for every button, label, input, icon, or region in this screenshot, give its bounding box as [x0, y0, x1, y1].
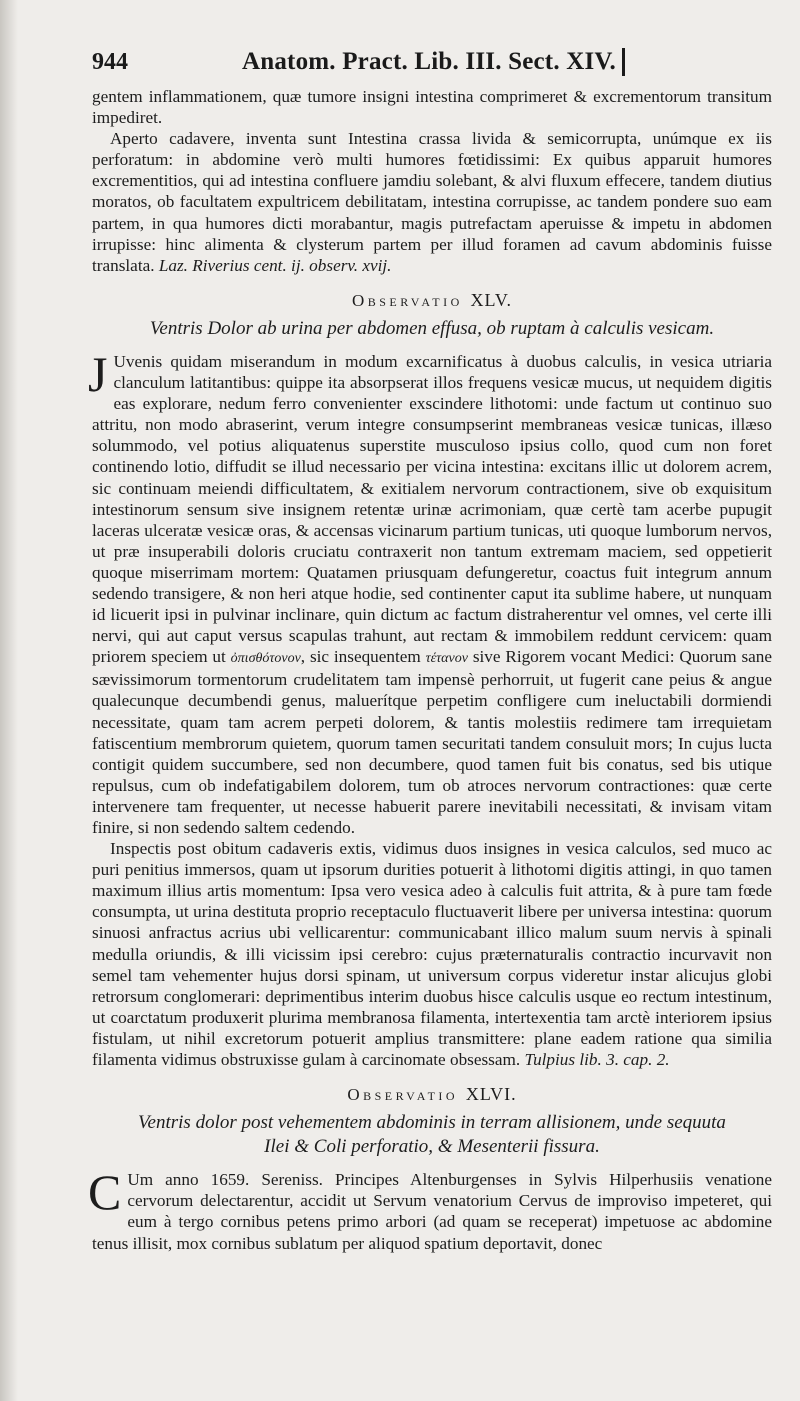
paragraph-autopsy-text: Aperto cadavere, inventa sunt Intestina crassa livida & semicorrupta, unúmque ex iis perforatum: in abdomine verò multi humores fœtidissimi: Ex quibus apparuit humores excrementitios, qui ad intestina confluere jamdiu solebant, & alvi fluxum effecere, tandem diutius moratos, ob facultatem expultricem debilitatam, intestina corrupisse, ac tandem pondere suo eam partem, in qua humores dicti morabantur, magis putrefactam aperuisse & impetu in abdomen irrupisse: hinc alimenta & clysterum partem per illud foramen ad cavum abdominis fuisse translata.	[92, 129, 772, 275]
citation-tulpius: Tulpius lib. 3. cap. 2.	[524, 1050, 670, 1070]
observation-46-title-line-1: Ventris dolor post vehementem abdominis in terram allisionem, unde sequuta	[138, 1112, 726, 1134]
binding-shadow	[0, 0, 18, 1401]
observation-46-p1-text: Um anno 1659. Sereniss. Principes Altenburgenses in Sylvis Hilperhusiis venatione cervorum delectarentur, accidit ut Servum venatorium Cervus de improviso impeteret, qui eum à tergo cornibus petens primo arbori (ad quam se receperat) impetuose ac abdomine tenus illisit, mox cornibus sublatum per aliquod spatium deportavit, donec	[92, 1170, 772, 1253]
paragraph-autopsy	[92, 128, 772, 276]
observation-45-label: Observatio	[351, 290, 463, 310]
page-number: 944	[92, 49, 128, 75]
drop-cap-c: C	[88, 1164, 122, 1221]
observation-45-p1-mid: , sic insequentem	[300, 647, 421, 667]
observation-46-number: XLVI.	[465, 1084, 517, 1105]
observation-45-p1-text: Uvenis quidam miserandum in modum excarnificatus à duobus calculis, in vesica utriaria clanculum latitantibus: quippe ita absorpserat illos frequens vesicæ mucus, ut nequidem digitis eas explorare, nedum ferro convenienter exscindere lithotomi: unde factum ut continuo suo attritu, non modo abraserint, verum integre consumpserint membraneas vesicæ tunicas, illæso solummodo, vel potius aliquatenus superstite musculoso ipsius collo, quod cum non foret continendo lotio, diffudit se illud necessario per vicina intestina: excitans illic ut dolorem acrem, sic continuam meiendi difficultatem, & exitialem nervorum contractionem, sive ob exquisitum intestinorum sensum sive insignem retentæ urinæ acrimoniam, quæ certè tam acerbe pupugit laceras ulceratæ vesicæ oras, & accensas vicinarum partium tunicas, uti quoque lumborum nervos, ut præ insuperabili doloris cruciatu contraxerit non tantum extremam maciem, sed oppetierit quoque miserrimam mortem: Quatamen priusquam defungeretur, coactus fuit integrum annum sedendo transigere, & non heri atque hodie, sed continenter caput ita sublime habere, ut nunquam id licuerit ipsi in pulvinar inclinare, quin dictum ac factum distraherentur vel omnes, vel certe illi nervi, qui aut caput versus scapulas trahunt, aut rectam & immobilem reddunt cervicem: quam priorem speciem ut	[92, 351, 772, 667]
citation-riverius: Laz. Riverius cent. ij. observ. xvij.	[158, 255, 392, 275]
observation-46-title-line-2: Ilei & Coli perforatio, & Mesenterii fissura.	[264, 1136, 600, 1158]
observation-45-paragraph-1	[88, 345, 773, 838]
observation-46-label: Observatio	[347, 1085, 459, 1105]
observation-45-p1-end: sive Rigorem vocant Medici: Quorum sane sævissimorum tormentorum crudelitatem tam impensè perhorruit, ut fugerit cane peius & angue qualecunque decumbendi genus, maluerítque perpetim confligere cum ineluctabili dormiendi necessitate, quam tam acrem perpeti dolorem, & tantis molestiis redimere tam irrequietam fatiscentium membrorum quietem, quorum tamen securitati tandem consuluit mors; In cujus lucta contigit quidem succumbere, sed non decumbere, quod tamen fuit bis conatus, sed bis utique repulsus, cum ob indefatigabilem dolorem, tum ob atroces nervorum contractiones: quæ certe intervenere tam frequenter, ut necesse habuerit parere inevitabili necessitati, & invisam vitam finire, si non sedendo saltem cedendo.	[92, 647, 773, 837]
observation-46-heading	[92, 1084, 772, 1105]
greek-term-opisthotonos: ὀπισθότονον	[230, 651, 301, 667]
page-header	[92, 48, 772, 86]
observation-46-paragraph-1	[88, 1164, 772, 1253]
running-head: Anatom. Pract. Lib. III. Sect. XIV.	[242, 48, 625, 76]
drop-cap-j: J	[88, 345, 108, 402]
text-column	[88, 86, 773, 1254]
observation-45-p2-text: Inspectis post obitum cadaveris extis, vidimus duos insignes in vesica calculos, sed muco ac puri penitius immersos, quam ut ipsorum durities potuerit à lithotomi digitis attingi, in quo tamen maximum illius artis momentum: Ipsa vero vesica adeo à calculis fuit attrita, & à pure tam fœde consumpta, ut urina destituta proprio receptaculo fluctuaverit libere per universa intestina: quorum sinuosi anfractus acrius ubi vellicarentur: communicabant illico malum suum nervis à spinali medulla oriundis, & illi vicissim ipsi cerebro: cujus præternaturalis contractio incurvavit non semel tam vehementer hujus dorsi spinam, ut universum corpus videretur instar alicujus globi retrorsum conglomerari: deprimentibus interim duobus hisce calculis usque eo rectum intestinum, ut coarctatum produxerit plurima membranosa filamenta, intertexentia tam arctè interiorem ipsius fistulam, ut nihil excretorum potuerit amplius transmittere: plane eadem ratione qua similia filamenta vidimus obstruxisse gulam à carcinomate obsessam.	[92, 839, 772, 1070]
observation-45-number: XLV.	[470, 289, 513, 310]
greek-term-tetanos: τέτανον	[425, 651, 468, 667]
observation-45-paragraph-2	[92, 838, 772, 1070]
observation-45-heading	[92, 290, 772, 311]
observation-45-title: Ventris Dolor ab urina per abdomen effusa, ob ruptam à calculis vesicam.	[149, 317, 715, 339]
paragraph-continued: gentem inflammationem, quæ tumore insigni intestina comprimeret & excrementorum transitum impediret.	[92, 87, 772, 128]
observation-46-title	[92, 1111, 772, 1159]
